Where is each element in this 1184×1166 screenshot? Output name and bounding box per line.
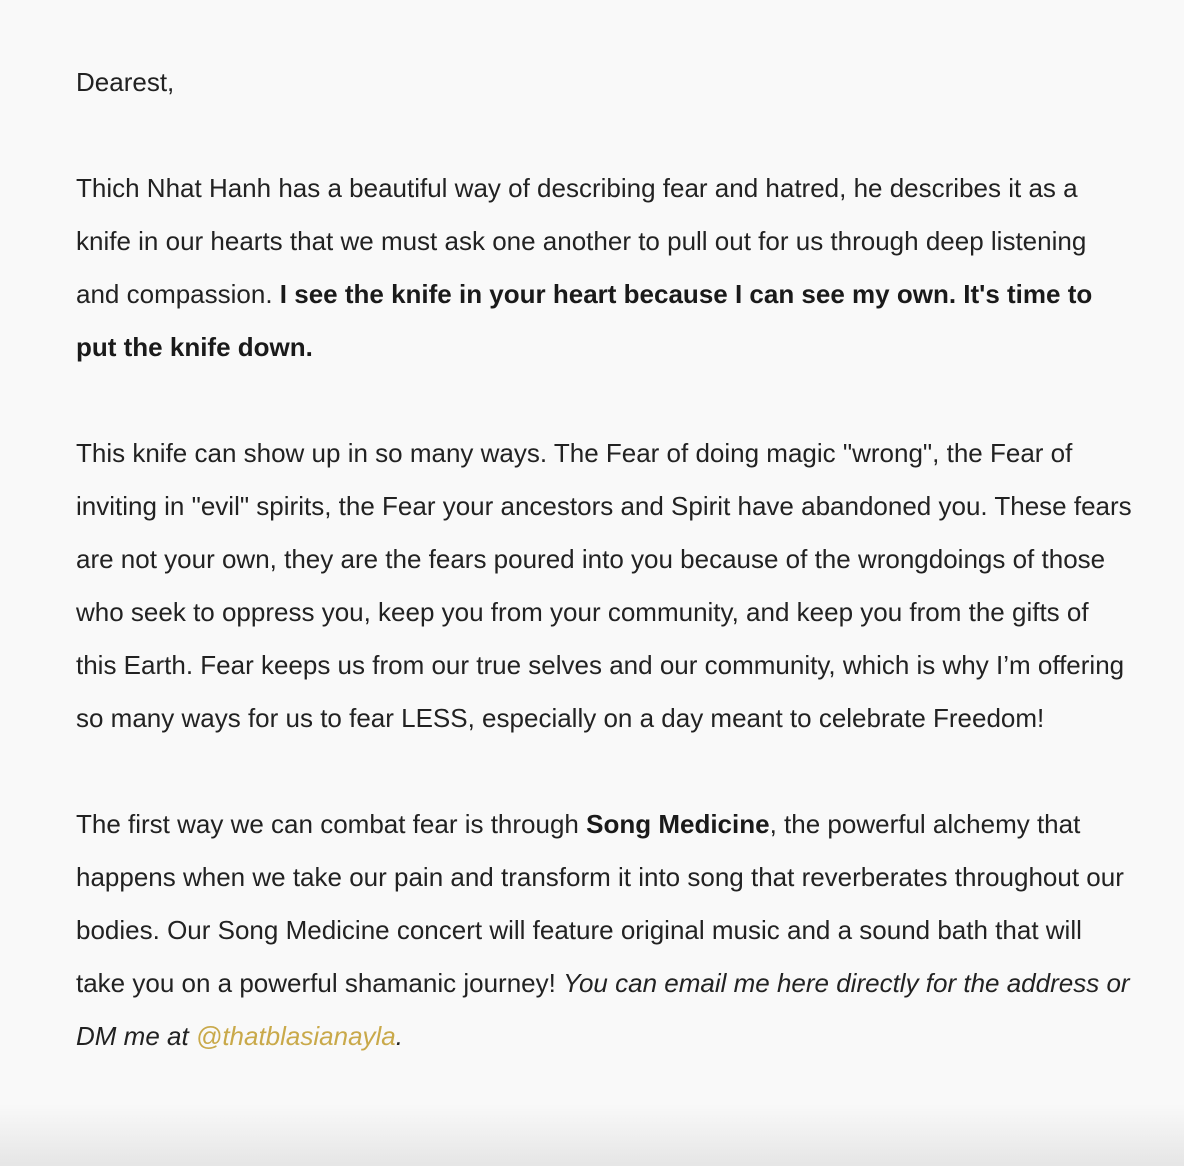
bold-quote: I see the knife in your heart because I can see my own. It's time to put the knife down. [76, 279, 1093, 362]
email-body [76, 56, 1136, 1063]
paragraph-song-medicine [76, 798, 1136, 1063]
bottom-fade [0, 1104, 1184, 1166]
paragraph-knife-in-heart [76, 162, 1136, 374]
paragraph-text: , the powerful alchemy that happens when we take our pain and transform it into song that reverberates throughout our bodies. Our Song Medicine concert will feature original music and a sound bath that will take you on a powerful shamanic journey! [76, 809, 1124, 998]
instagram-handle-link[interactable]: @thatblasianayla [195, 1021, 396, 1051]
paragraph-text: Thich Nhat Hanh has a beautiful way of describing fear and hatred, he describes it as a knife in our hearts that we must ask one another to pull out for us through deep listening and compassion. [76, 173, 1087, 309]
paragraph-text: The first way we can combat fear is through [76, 809, 587, 839]
contact-text: You can email me here directly for the address or DM me at [76, 968, 1130, 1051]
paragraph-fear: This knife can show up in so many ways. The Fear of doing magic "wrong", the Fear of inviting in "evil" spirits, the Fear your ancestors and Spirit have abandoned you. These fears are not your own, they are the fears poured into you because of the wrongdoings of those who seek to oppress you, keep you from your community, and keep you from the gifts of this Earth. Fear keeps us from our true selves and our community, which is why I’m offering so many ways for us to fear LESS, especially on a day meant to celebrate Freedom! [76, 438, 1132, 733]
greeting: Dearest, [76, 67, 175, 97]
song-medicine-bold: Song Medicine [586, 809, 770, 839]
contact-period: . [395, 1021, 404, 1051]
